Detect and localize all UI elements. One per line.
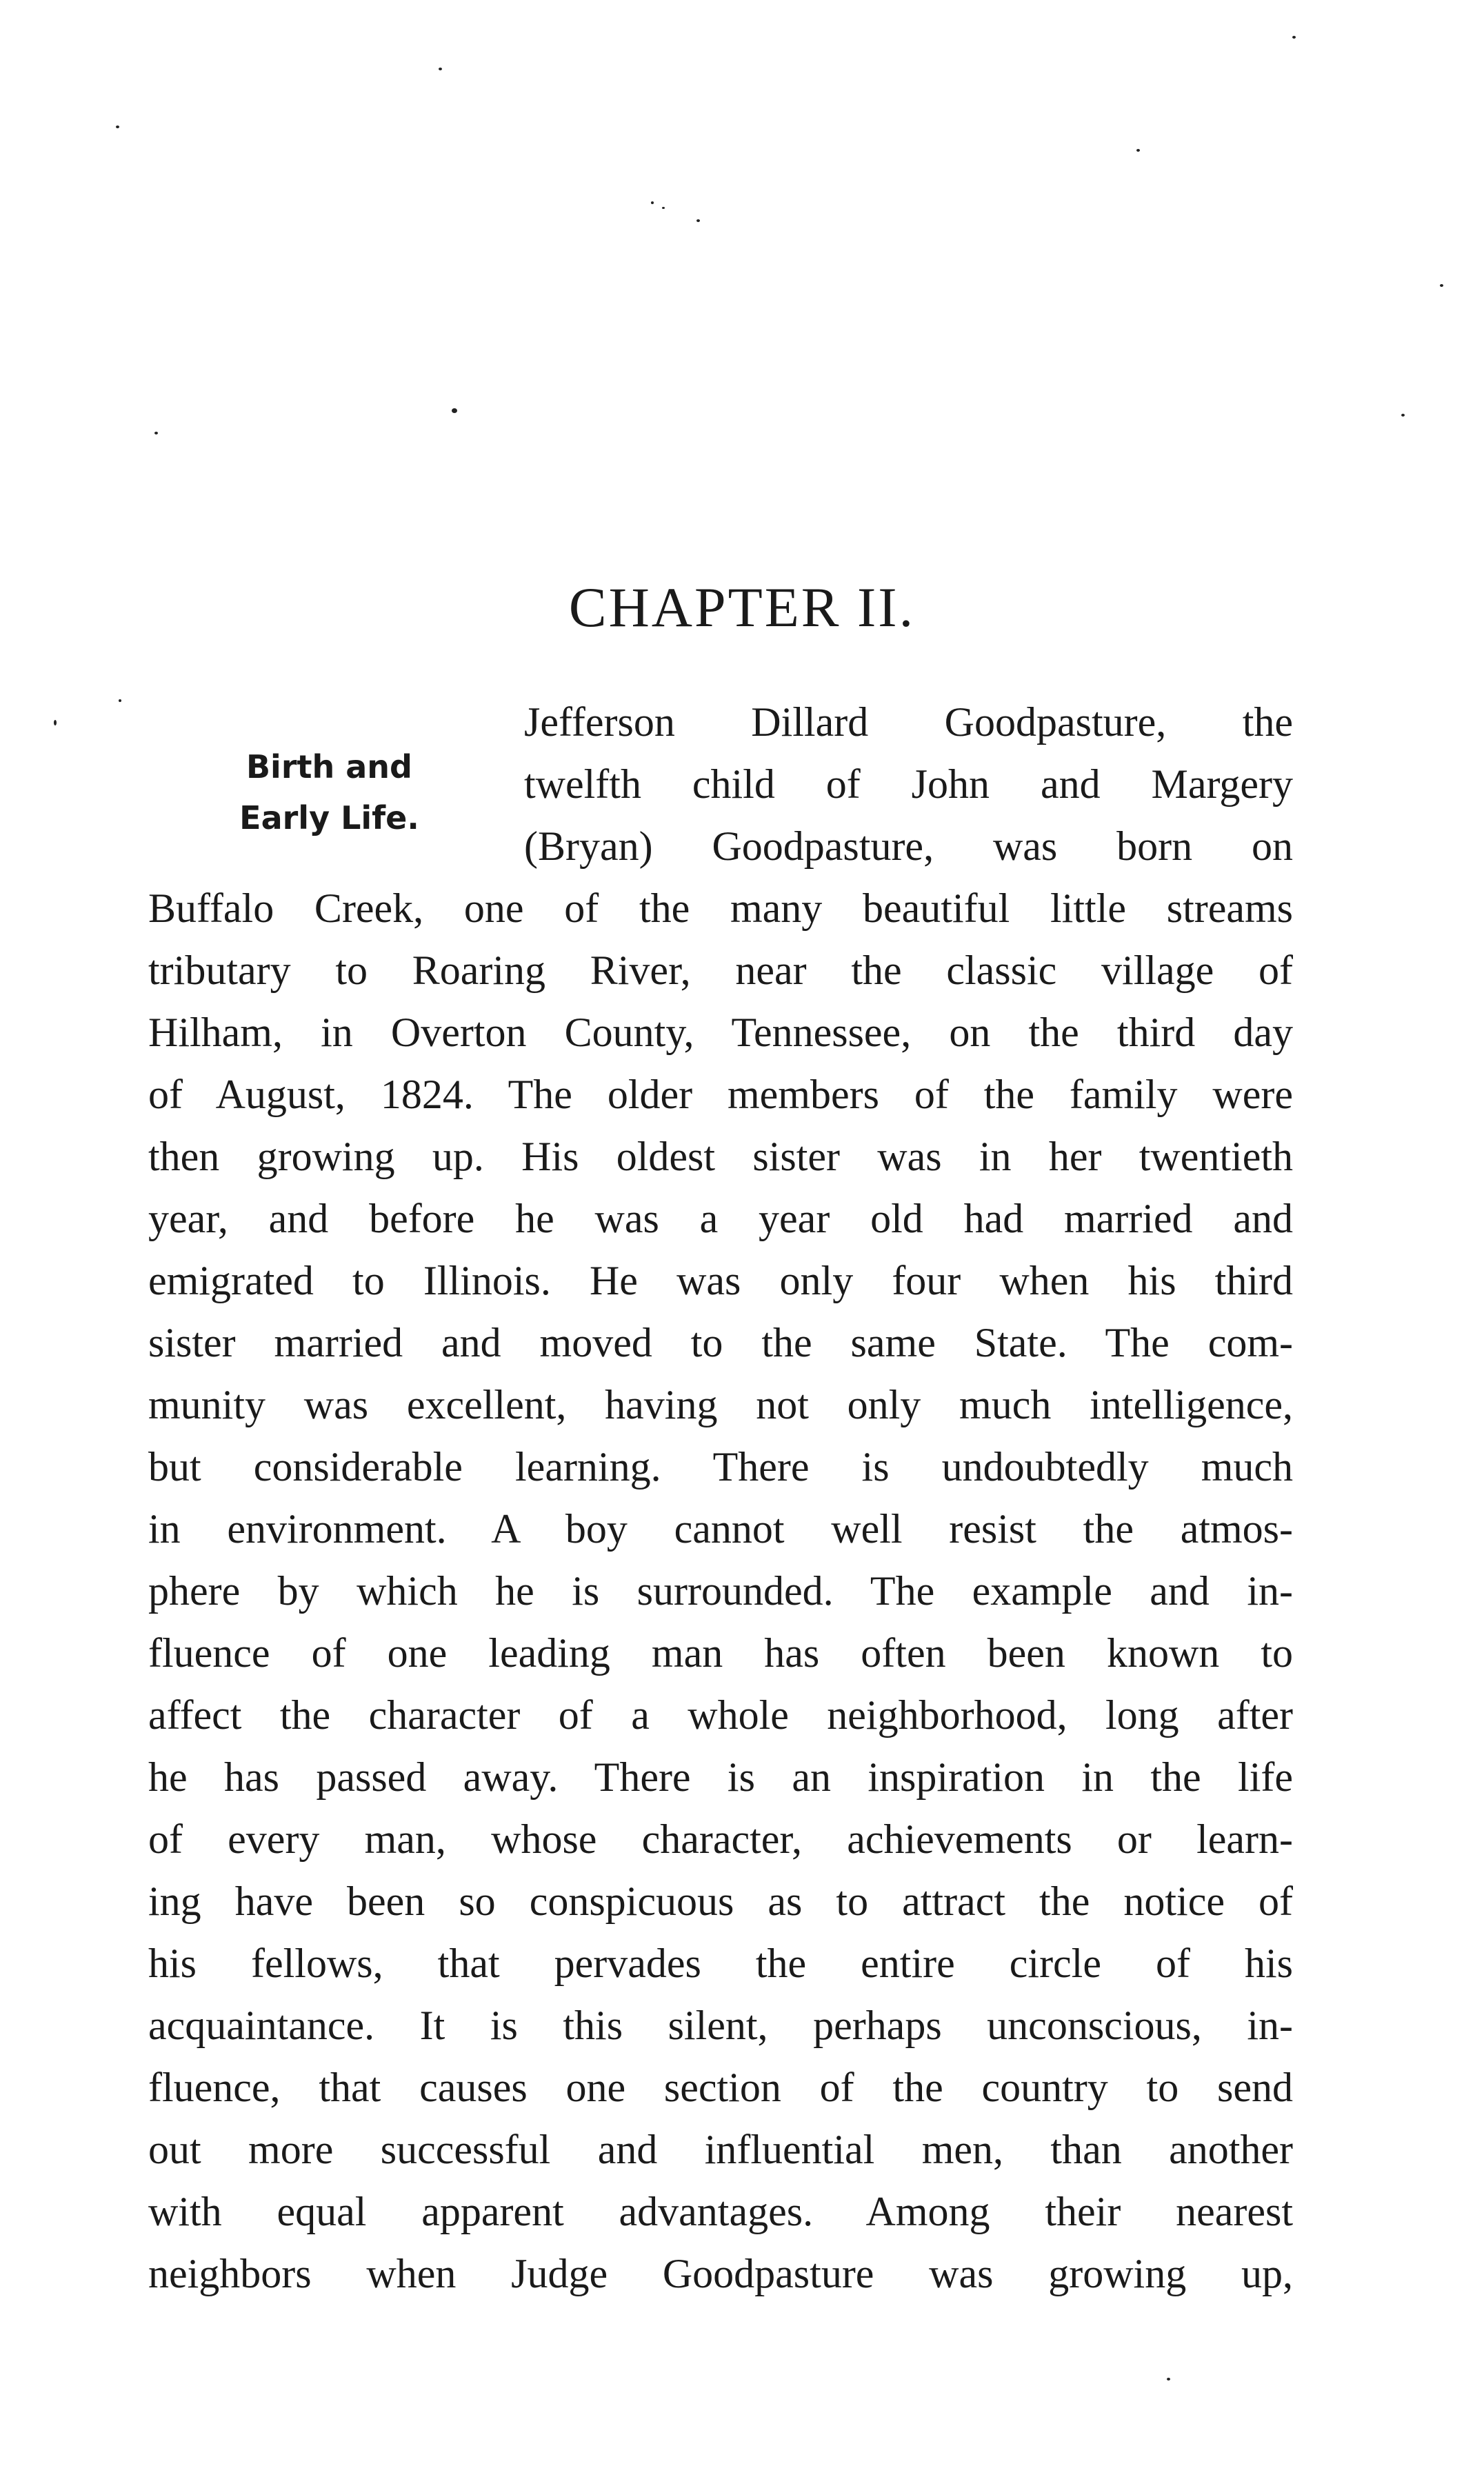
text-line: then growing up. His oldest sister was in her twentieth [148,1134,1293,1179]
text-line: Buffalo Creek, one of the many beautiful little streams [148,885,1293,931]
text-line: fluence of one leading man has often been known to [148,1630,1293,1676]
scan-speck [696,219,700,222]
text-line: of August, 1824. The older members of the family were [148,1072,1293,1117]
margin-note-line: Birth and [246,748,412,785]
text-line: in environment. A boy cannot well resist the atmos- [148,1506,1293,1552]
scan-speck [54,720,57,725]
text-line: tributary to Roaring River, near the classic village of [148,948,1293,993]
text-line: affect the character of a whole neighborhood, long after [148,1692,1293,1738]
scan-speck [1440,284,1443,287]
text-line: phere by which he is surrounded. The example and in- [148,1568,1293,1614]
text-line: his fellows, that pervades the entire circle of his [148,1941,1293,1986]
scan-speck [1136,149,1140,152]
margin-note-line: Early Life. [239,799,419,836]
scan-speck [662,207,665,209]
text-line: emigrated to Illinois. He was only four when his third [148,1258,1293,1303]
chapter-title: CHAPTER II. [568,576,916,639]
text-line: munity was excellent, having not only much intelligence, [148,1382,1293,1427]
text-line: neighbors when Judge Goodpasture was growing up, [148,2251,1293,2296]
text-line: twelfth child of John and Margery [524,761,1293,807]
scan-speck [1401,414,1405,417]
text-line: sister married and moved to the same State. The com- [148,1320,1293,1365]
text-line: (Bryan) Goodpasture, was born on [524,823,1293,869]
scan-speck [651,201,654,204]
text-line: but considerable learning. There is undoubtedly much [148,1444,1293,1490]
scan-speck [119,699,121,702]
scan-speck [452,408,457,413]
margin-note [207,741,452,843]
scan-speck [1292,36,1296,39]
scan-speck [439,68,442,70]
scan-speck [1167,2378,1170,2380]
text-line: acquaintance. It is this silent, perhaps unconscious, in- [148,2003,1293,2048]
text-line: he has passed away. There is an inspiration in the life [148,1754,1293,1800]
text-line: Hilham, in Overton County, Tennessee, on the third day [148,1010,1293,1055]
scan-speck [154,432,158,434]
scan-speck [116,126,119,128]
text-line: with equal apparent advantages. Among their nearest [148,2189,1293,2234]
text-line: Jefferson Dillard Goodpasture, the [524,699,1293,745]
text-line: out more successful and influential men, than another [148,2127,1293,2172]
text-line: fluence, that causes one section of the country to send [148,2065,1293,2110]
text-line: of every man, whose character, achievements or learn- [148,1816,1293,1862]
text-line: year, and before he was a year old had married and [148,1196,1293,1241]
text-line: ing have been so conspicuous as to attract the notice of [148,1878,1293,1924]
